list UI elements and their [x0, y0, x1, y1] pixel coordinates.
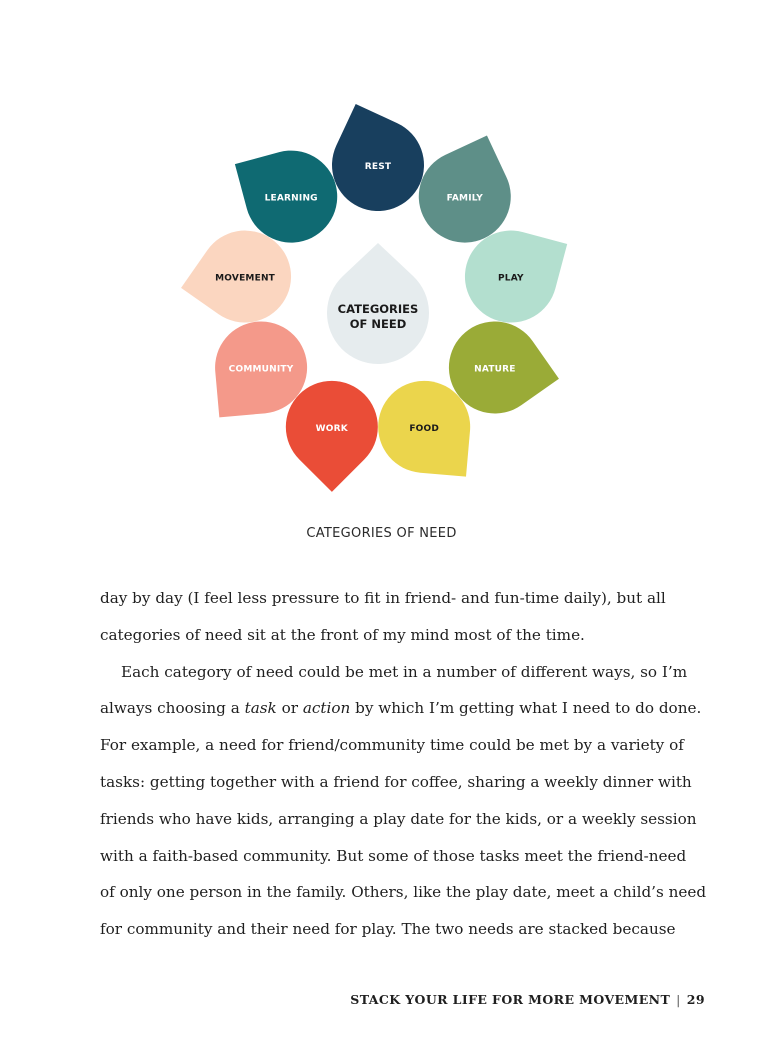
- petal-work-shape: [286, 381, 378, 492]
- body-text-run: or: [276, 699, 303, 718]
- petal-food: [378, 381, 470, 477]
- categories-of-need-diagram: [0, 0, 763, 520]
- petal-rest-label: REST: [364, 162, 392, 172]
- body-line: Each category of need could be met in a number of different ways, so I’m: [121, 662, 688, 681]
- body-line: day by day (I feel less pressure to fit in friend- and fun-time daily), but all: [100, 589, 666, 607]
- body-line: of only one person in the family. Others, like the play date, meet a child’s need: [100, 883, 707, 902]
- petal-family-label: FAMILY: [446, 193, 484, 204]
- petal-family-shape: [419, 135, 511, 242]
- body-text-run: by which I’m getting what I need to do done.: [350, 699, 702, 718]
- running-title: STACK YOUR LIFE FOR MORE MOVEMENT: [350, 992, 671, 1007]
- body-line-with-emphasis: [100, 690, 700, 727]
- petal-rest-shape: [332, 104, 424, 211]
- emphasis-action: action: [302, 699, 351, 718]
- body-line: for community and their need for play. The two needs are stacked because: [100, 920, 676, 939]
- petal-community-label: COMMUNITY: [228, 364, 294, 375]
- petal-nature: [449, 321, 559, 413]
- petal-movement: [181, 231, 291, 323]
- petal-play-label: PLAY: [498, 273, 524, 284]
- petal-family: [419, 135, 511, 242]
- body-line: friends who have kids, arranging a play date for the kids, or a weekly session: [100, 809, 697, 828]
- petal-movement-label: MOVEMENT: [215, 273, 276, 284]
- body-text-run: always choosing a: [100, 699, 245, 718]
- petal-work: [286, 381, 378, 492]
- petal-nature-label: NATURE: [474, 364, 516, 375]
- page-number: 29: [686, 992, 705, 1007]
- figure-caption: CATEGORIES OF NEED: [306, 526, 457, 541]
- petal-learning: [235, 151, 337, 243]
- petal-play: [465, 231, 567, 323]
- body-line: with a faith-based community. But some of those tasks meet the friend-need: [100, 846, 687, 865]
- petal-learning-label: LEARNING: [264, 193, 318, 204]
- center-drop: [327, 243, 429, 364]
- center-label-line1: CATEGORIES: [337, 302, 419, 316]
- petal-rest: [332, 104, 424, 211]
- body-line: categories of need sit at the front of my mind most of the time.: [100, 625, 585, 644]
- emphasis-task: task: [244, 699, 277, 718]
- page-footer: [350, 992, 705, 1007]
- body-line: tasks: getting together with a friend for coffee, sharing a weekly dinner with: [100, 772, 692, 791]
- petal-work-label: WORK: [315, 423, 348, 434]
- petal-food-label: FOOD: [409, 423, 440, 434]
- center-label-line2: OF NEED: [349, 317, 407, 331]
- body-line: For example, a need for friend/community time could be met by a variety of: [100, 736, 684, 755]
- body-text: [100, 580, 707, 948]
- footer-separator: |: [676, 992, 681, 1007]
